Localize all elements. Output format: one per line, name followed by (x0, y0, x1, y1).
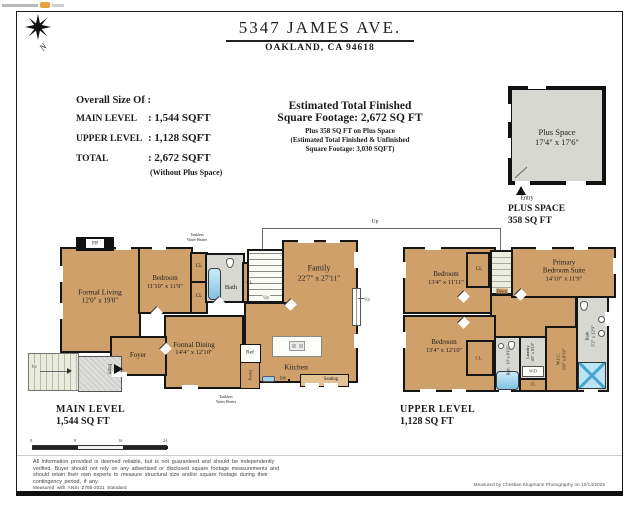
bath-upper-1-name: Bath (505, 367, 511, 376)
washer-dryer-label: W/D (529, 368, 537, 374)
estimated-line3: Plus 358 SQ FT on Plus Space (305, 127, 395, 135)
window (182, 385, 198, 390)
compass-north-label: N (37, 41, 49, 53)
stairs-down-label: Down (496, 288, 508, 294)
size-row-main (76, 108, 261, 126)
window (58, 266, 63, 282)
scale-bar-tick-24: 24 (163, 438, 168, 443)
window (605, 312, 610, 326)
primary-suite-name2: Bedroom Suite (542, 267, 586, 276)
tankless-bottom-line2: Water Heater (215, 400, 237, 404)
laundry-dims: 4'0" x 8'10" (530, 342, 535, 362)
window (536, 245, 552, 250)
window (298, 238, 314, 243)
bath-upper-1-label (505, 347, 510, 376)
window (528, 83, 546, 89)
plus-space-caption-title: PLUS SPACE (508, 204, 566, 214)
footer-divider (17, 455, 622, 456)
estimated-line5: Square Footage: 3,030 SQFT) (305, 145, 395, 153)
disclaimer-standard: Measured with ANSI Z765-2021 Standard (33, 486, 127, 492)
bathtub-icon (208, 268, 221, 300)
size-row-upper (76, 128, 261, 146)
bath-main-label: Bath (224, 284, 238, 292)
window (425, 245, 441, 250)
estimated-summary (266, 100, 434, 153)
window (505, 104, 511, 122)
size-row-main-label: MAIN LEVEL (76, 114, 137, 124)
scale-bar-segment (33, 446, 78, 449)
primary-suite-name1: Primary (552, 258, 576, 267)
wic-name: W.I.C. (555, 353, 561, 365)
size-summary (76, 95, 261, 177)
estimated-line2: Square Footage: 2,672 SQ FT (277, 112, 423, 124)
fireplace-label: FP (91, 240, 99, 247)
stove-burner (292, 344, 296, 348)
kitchen-sink-icon (262, 376, 275, 382)
window (116, 245, 131, 250)
size-row-total (76, 148, 261, 166)
scale-bar-segment (78, 446, 123, 449)
bedroom-upper-1-dims: 13'4" x 11'11" (428, 279, 464, 287)
window (401, 262, 406, 278)
closet-main-a-label: CL (195, 264, 203, 269)
primary-suite-dims: 14'10" x 11'9" (545, 275, 583, 283)
family-name: Family (307, 263, 331, 273)
steps-arrow-head (67, 368, 72, 374)
scale-bar-tick-8: 8 (74, 438, 77, 443)
family-label (298, 264, 340, 283)
laundry-name: Laundry (525, 345, 530, 359)
closet-upper-a-label: CL (475, 267, 483, 272)
scale-bar-segment (123, 446, 168, 449)
disclaimer-line-2: verified. Buyer should not rely on any advertised or disclosed square footage measurements and (33, 465, 280, 472)
foyer-label: Foyer (129, 350, 147, 359)
window (613, 258, 618, 274)
closet-main-c-label: CL. (246, 279, 254, 285)
watermark-text-smudge (2, 4, 38, 7)
window (354, 334, 359, 348)
size-summary-heading: Overall Size Of : (76, 95, 151, 106)
size-row-upper-value: : 1,128 SQFT (148, 132, 211, 144)
estimated-line4: (Estimated Total Finished & Unfinished (290, 136, 410, 144)
scale-bar (32, 445, 167, 450)
steps-up-label: Up (31, 363, 37, 369)
estimated-line1: Estimated Total Finished (288, 100, 412, 112)
watermark-text-smudge2 (52, 4, 64, 7)
size-row-main-value: : 1,544 SQFT (148, 112, 211, 124)
disclaimer (33, 459, 333, 493)
steps-arrow-line (40, 371, 68, 372)
formal-living-dims: 12'0" x 19'0" (81, 296, 119, 305)
formal-living-label (78, 287, 122, 304)
deck-up-arrow-line (358, 298, 364, 299)
bath-upper-1-dims: 10' x 8'10" (505, 346, 511, 365)
bath-primary-name: Bath (584, 331, 590, 341)
entry-main-label: Entry (106, 363, 112, 375)
watermark-logo-mark (40, 2, 50, 8)
compass-rose-icon (25, 14, 51, 40)
measurement-credit: Measured by Christian Klugmann Photography on 10/14/2025 (473, 483, 605, 488)
sink-icon (498, 343, 504, 349)
window (326, 238, 340, 243)
bedroom-upper-1-label (428, 271, 464, 287)
upper-level-caption-area: 1,128 SQ FT (400, 416, 454, 427)
upper-level-caption-title: UPPER LEVEL (400, 404, 476, 415)
refrigerator-label: Ref (246, 349, 254, 356)
size-summary-note: (Without Plus Space) (150, 168, 223, 177)
dishwasher-label: DW (279, 375, 287, 381)
wic-label (555, 348, 566, 369)
window (574, 245, 588, 250)
closet-upper-c-label: CL (530, 381, 536, 387)
window (58, 303, 63, 319)
stove-burner (299, 344, 303, 348)
primary-suite-label (543, 259, 585, 284)
window (354, 252, 359, 268)
page-title: 5347 JAMES AVE. (238, 18, 402, 37)
stairs-main-up-label: Up (263, 294, 269, 300)
plus-space-room-dims: 17'4" x 17'6" (534, 137, 580, 147)
window (566, 181, 586, 187)
plus-space-entry-arrow (516, 186, 526, 195)
window (305, 383, 319, 387)
window (152, 245, 166, 250)
size-row-upper-label: UPPER LEVEL (76, 134, 143, 144)
stair-connector-up-label: Up (371, 218, 379, 225)
bedroom-main-name: Bedroom (152, 275, 178, 283)
formal-living-name: Formal Living (78, 287, 122, 297)
scale-bar-tick-16: 16 (118, 438, 123, 443)
bedroom-main-dims: 11'10" x 11'9" (147, 283, 183, 291)
patio-door-mullion (356, 289, 357, 325)
pantry-label: Pantry (247, 369, 253, 381)
bedroom-upper-2-dims: 13'4" x 12'10" (425, 347, 463, 355)
tankless-bottom-line1: Tankless (219, 395, 233, 400)
seating-label: Seating (323, 377, 339, 383)
bath-primary-label (584, 325, 595, 346)
bedroom-main-label (147, 275, 183, 291)
deck-up-label: Up (364, 296, 370, 302)
plus-space-room-label (535, 127, 579, 147)
plus-space-caption-area: 358 SQ FT (508, 216, 552, 226)
plus-space-room-name: Plus Space (538, 126, 576, 137)
window (401, 332, 406, 348)
window (324, 383, 338, 387)
size-row-total-value: : 2,672 SQFT (148, 152, 211, 164)
shower-icon (578, 362, 606, 389)
bedroom-upper-2-label (426, 339, 462, 355)
page-subtitle: OAKLAND, CA 94618 (265, 43, 375, 53)
tankless-top-label (187, 233, 207, 243)
formal-dining-dims: 14'4" x 12'10" (175, 349, 213, 357)
bedroom-upper-1-name: Bedroom (433, 271, 459, 279)
title-underline (226, 40, 414, 42)
window (584, 389, 598, 394)
disclaimer-line-3: should retain their own experts to measure structural size and/or square footage during their (33, 472, 268, 479)
laundry-label (525, 343, 535, 362)
bath-primary-dims: 5'2" x 12'9" (590, 325, 595, 347)
size-row-total-label: TOTAL (76, 154, 109, 164)
wic-dims: 6'8" x 8'10" (561, 348, 566, 370)
main-level-caption-title: MAIN LEVEL (56, 404, 126, 415)
entry-main-arrow (114, 364, 123, 374)
watermark (2, 2, 66, 10)
main-level-caption-area: 1,544 SQ FT (56, 416, 110, 427)
stair-connector-top (262, 228, 501, 229)
closet-main-b-label: CL (195, 294, 203, 299)
formal-dining-name: Formal Dining (173, 340, 215, 349)
window (452, 389, 466, 394)
stove-icon (289, 341, 305, 351)
disclaimer-line-4: contingency period, if any. (33, 478, 99, 485)
sink-icon (598, 330, 605, 337)
family-dims: 22'7" x 27'11" (297, 273, 341, 283)
window (420, 389, 436, 394)
closet-upper-b-label: CL. (475, 355, 483, 361)
scale-bar-tick-0: 0 (30, 438, 33, 443)
tankless-top-line1: Tankless (190, 233, 204, 238)
window (505, 138, 511, 158)
sink-icon (598, 316, 605, 323)
formal-dining-label (173, 341, 214, 357)
plus-space-entry-label: Entry (520, 195, 534, 202)
bedroom-upper-2-name: Bedroom (431, 339, 457, 347)
kitchen-label: Kitchen (284, 362, 308, 372)
tankless-bottom-label (216, 395, 236, 405)
tankless-top-line2: Water Heater (186, 238, 208, 242)
disclaimer-line-1: All information provided is deemed reliable, but is not guaranteed and should be independently (33, 459, 275, 465)
